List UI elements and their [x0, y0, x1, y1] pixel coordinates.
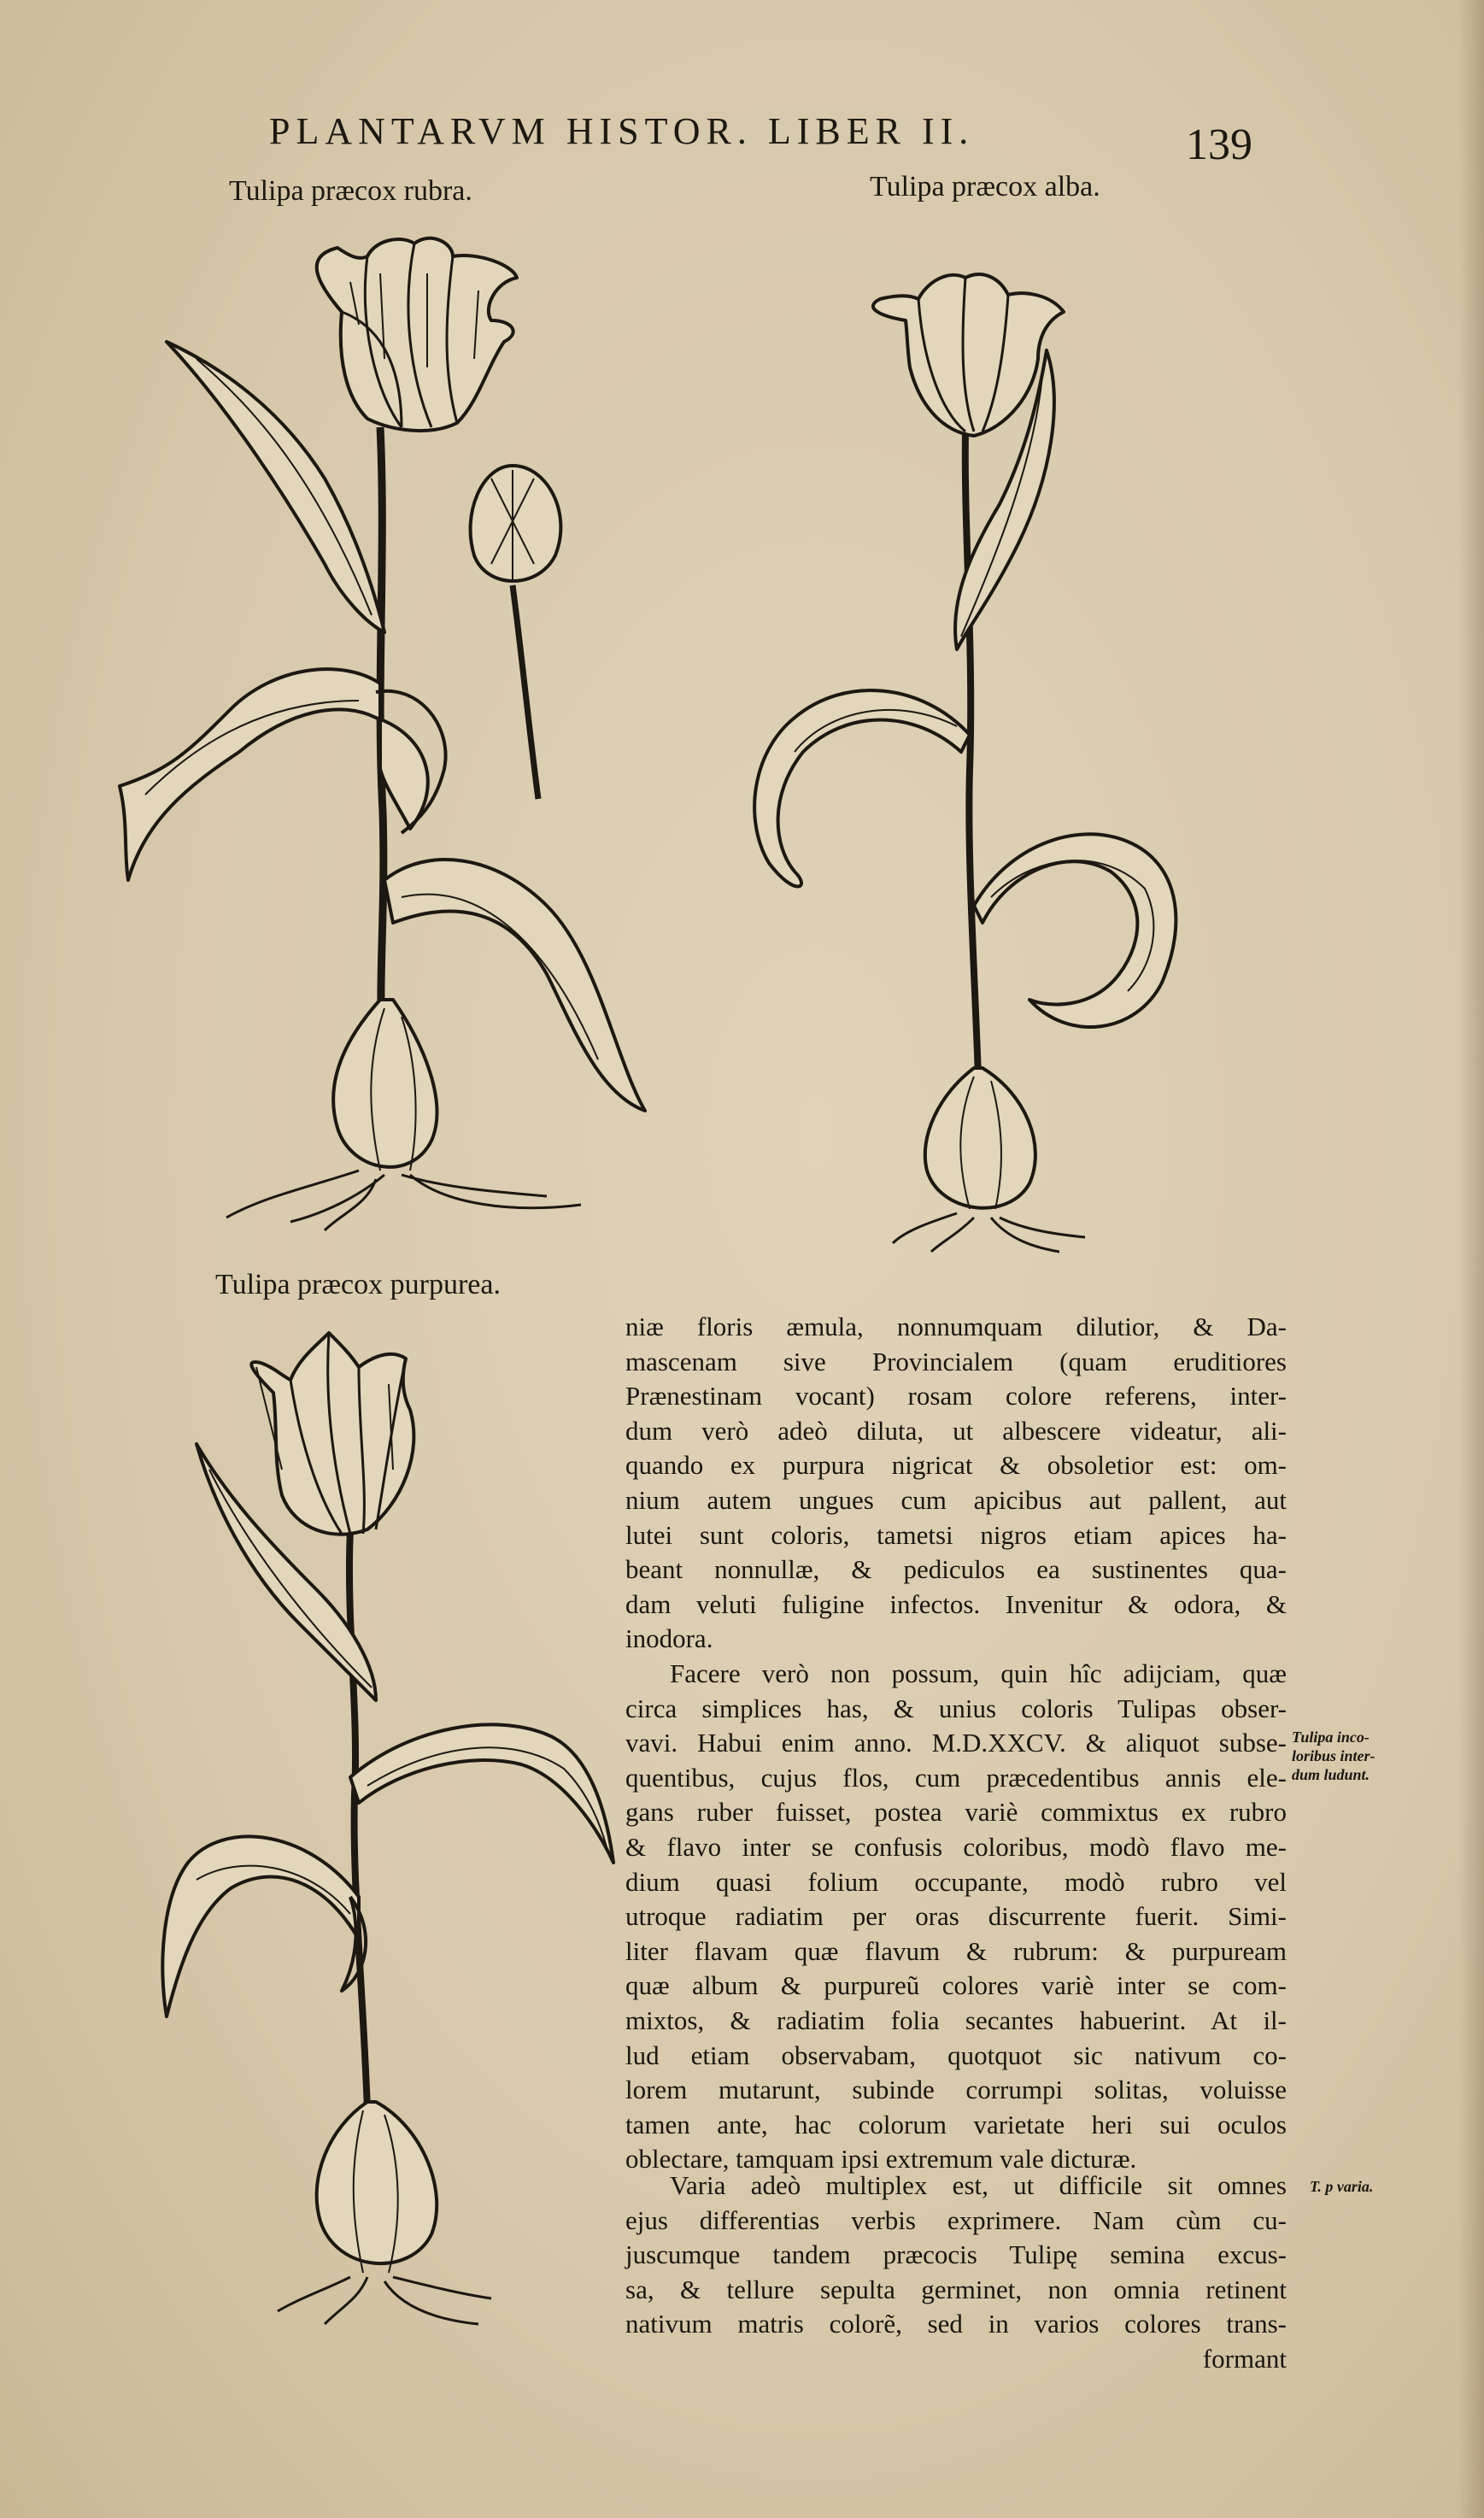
text-line: lutei sunt coloris, tametsi nigros etiam apices ha- — [625, 1519, 1287, 1550]
text-line: juscumque tandem præcocis Tulipę semina excus- — [625, 2239, 1287, 2270]
text-line: utroque radiatim per oras discurrente fuerit. Simi- — [625, 1901, 1287, 1932]
text-line: mixtos, & radiatim folia secantes habuerint. At il- — [625, 2004, 1287, 2035]
paragraph-1 — [625, 1310, 1287, 1657]
caption-rubra: Tulipa præcox rubra. — [229, 175, 472, 207]
text-line: niæ floris æmula, nonnumquam dilutior, & Da- — [625, 1312, 1287, 1341]
margin-note-line: Tulipa inco- — [1292, 1729, 1370, 1746]
text-line: vavi. Habui enim anno. M.D.XXCV. & aliquot subse- — [625, 1728, 1287, 1758]
text-line: mascenam sive Provincialem (quam eruditiores — [625, 1346, 1287, 1376]
text-line: quentibus, cujus flos, cum præcedentibus annis ele- — [625, 1762, 1287, 1793]
margin-note-incoloribus — [1292, 1728, 1375, 1784]
text-line: gans ruber fuisset, postea variè commixtus ex rubro — [625, 1797, 1287, 1828]
text-line: liter flavam quæ flavum & rubrum: & purpuream — [625, 1935, 1287, 1966]
text-line: Facere verò non possum, quin hîc adijciam, quæ — [670, 1658, 1287, 1688]
page-number: 139 — [1186, 120, 1252, 169]
text-line: circa simplices has, & unius coloris Tulipas obser- — [625, 1693, 1287, 1723]
text-line: Prænestinam vocant) rosam colore referens, inter- — [625, 1381, 1287, 1412]
text-line: sa, & tellure sepulta germinet, non omnia retinent — [625, 2274, 1287, 2304]
caption-purpurea: Tulipa præcox purpurea. — [215, 1269, 501, 1300]
text-line: quando ex purpura nigricat & obsoletior est: om- — [625, 1450, 1287, 1481]
text-line: nativum matris colorẽ, sed in varios colores trans- — [625, 2309, 1287, 2339]
paragraph-2 — [625, 1657, 1287, 2177]
text-line: inodora. — [625, 1623, 713, 1654]
text-line: nium autem ungues cum apicibus aut pallent, aut — [625, 1484, 1287, 1515]
caption-alba: Tulipa præcox alba. — [870, 171, 1100, 202]
text-line: dium quasi folium occupante, modò rubro vel — [625, 1866, 1287, 1897]
text-line: quæ album & purpureũ colores variè inter se com- — [625, 1970, 1287, 2001]
running-title: PLANTARVM HISTOR. LIBER II. — [269, 110, 975, 152]
text-line: dum verò adeò diluta, ut albescere videatur, ali- — [625, 1415, 1287, 1446]
text-line: Varia adeò multiplex est, ut difficile sit omnes — [670, 2170, 1287, 2200]
catchword: formant — [1202, 2343, 1287, 2374]
paragraph-3 — [625, 2169, 1287, 2377]
text-line: oblectare, tamquam ipsi extremum vale dicturæ. — [625, 2144, 1137, 2175]
text-line: & flavo inter se confusis coloribus, modò flavo me- — [625, 1831, 1287, 1862]
margin-note-line: dum ludunt. — [1292, 1766, 1370, 1783]
margin-note-line: loribus inter- — [1292, 1747, 1375, 1764]
text-line: lorem mutarunt, subinde corrumpi solitas, voluisse — [625, 2075, 1287, 2105]
text-line: ejus differentias verbis exprimere. Nam cùm cu- — [625, 2204, 1287, 2235]
text-line: tamen ante, hac colorum varietate heri sui oculos — [625, 2109, 1287, 2139]
text-line: beant nonnullæ, & pediculos ea sustinentes qua- — [625, 1554, 1287, 1585]
text-line: lud etiam observabam, quotquot sic nativum co- — [625, 2040, 1287, 2070]
text-line: dam veluti fuligine infectos. Invenitur & odora, & — [625, 1588, 1287, 1619]
margin-note-varia: T. p varia. — [1310, 2178, 1374, 2195]
